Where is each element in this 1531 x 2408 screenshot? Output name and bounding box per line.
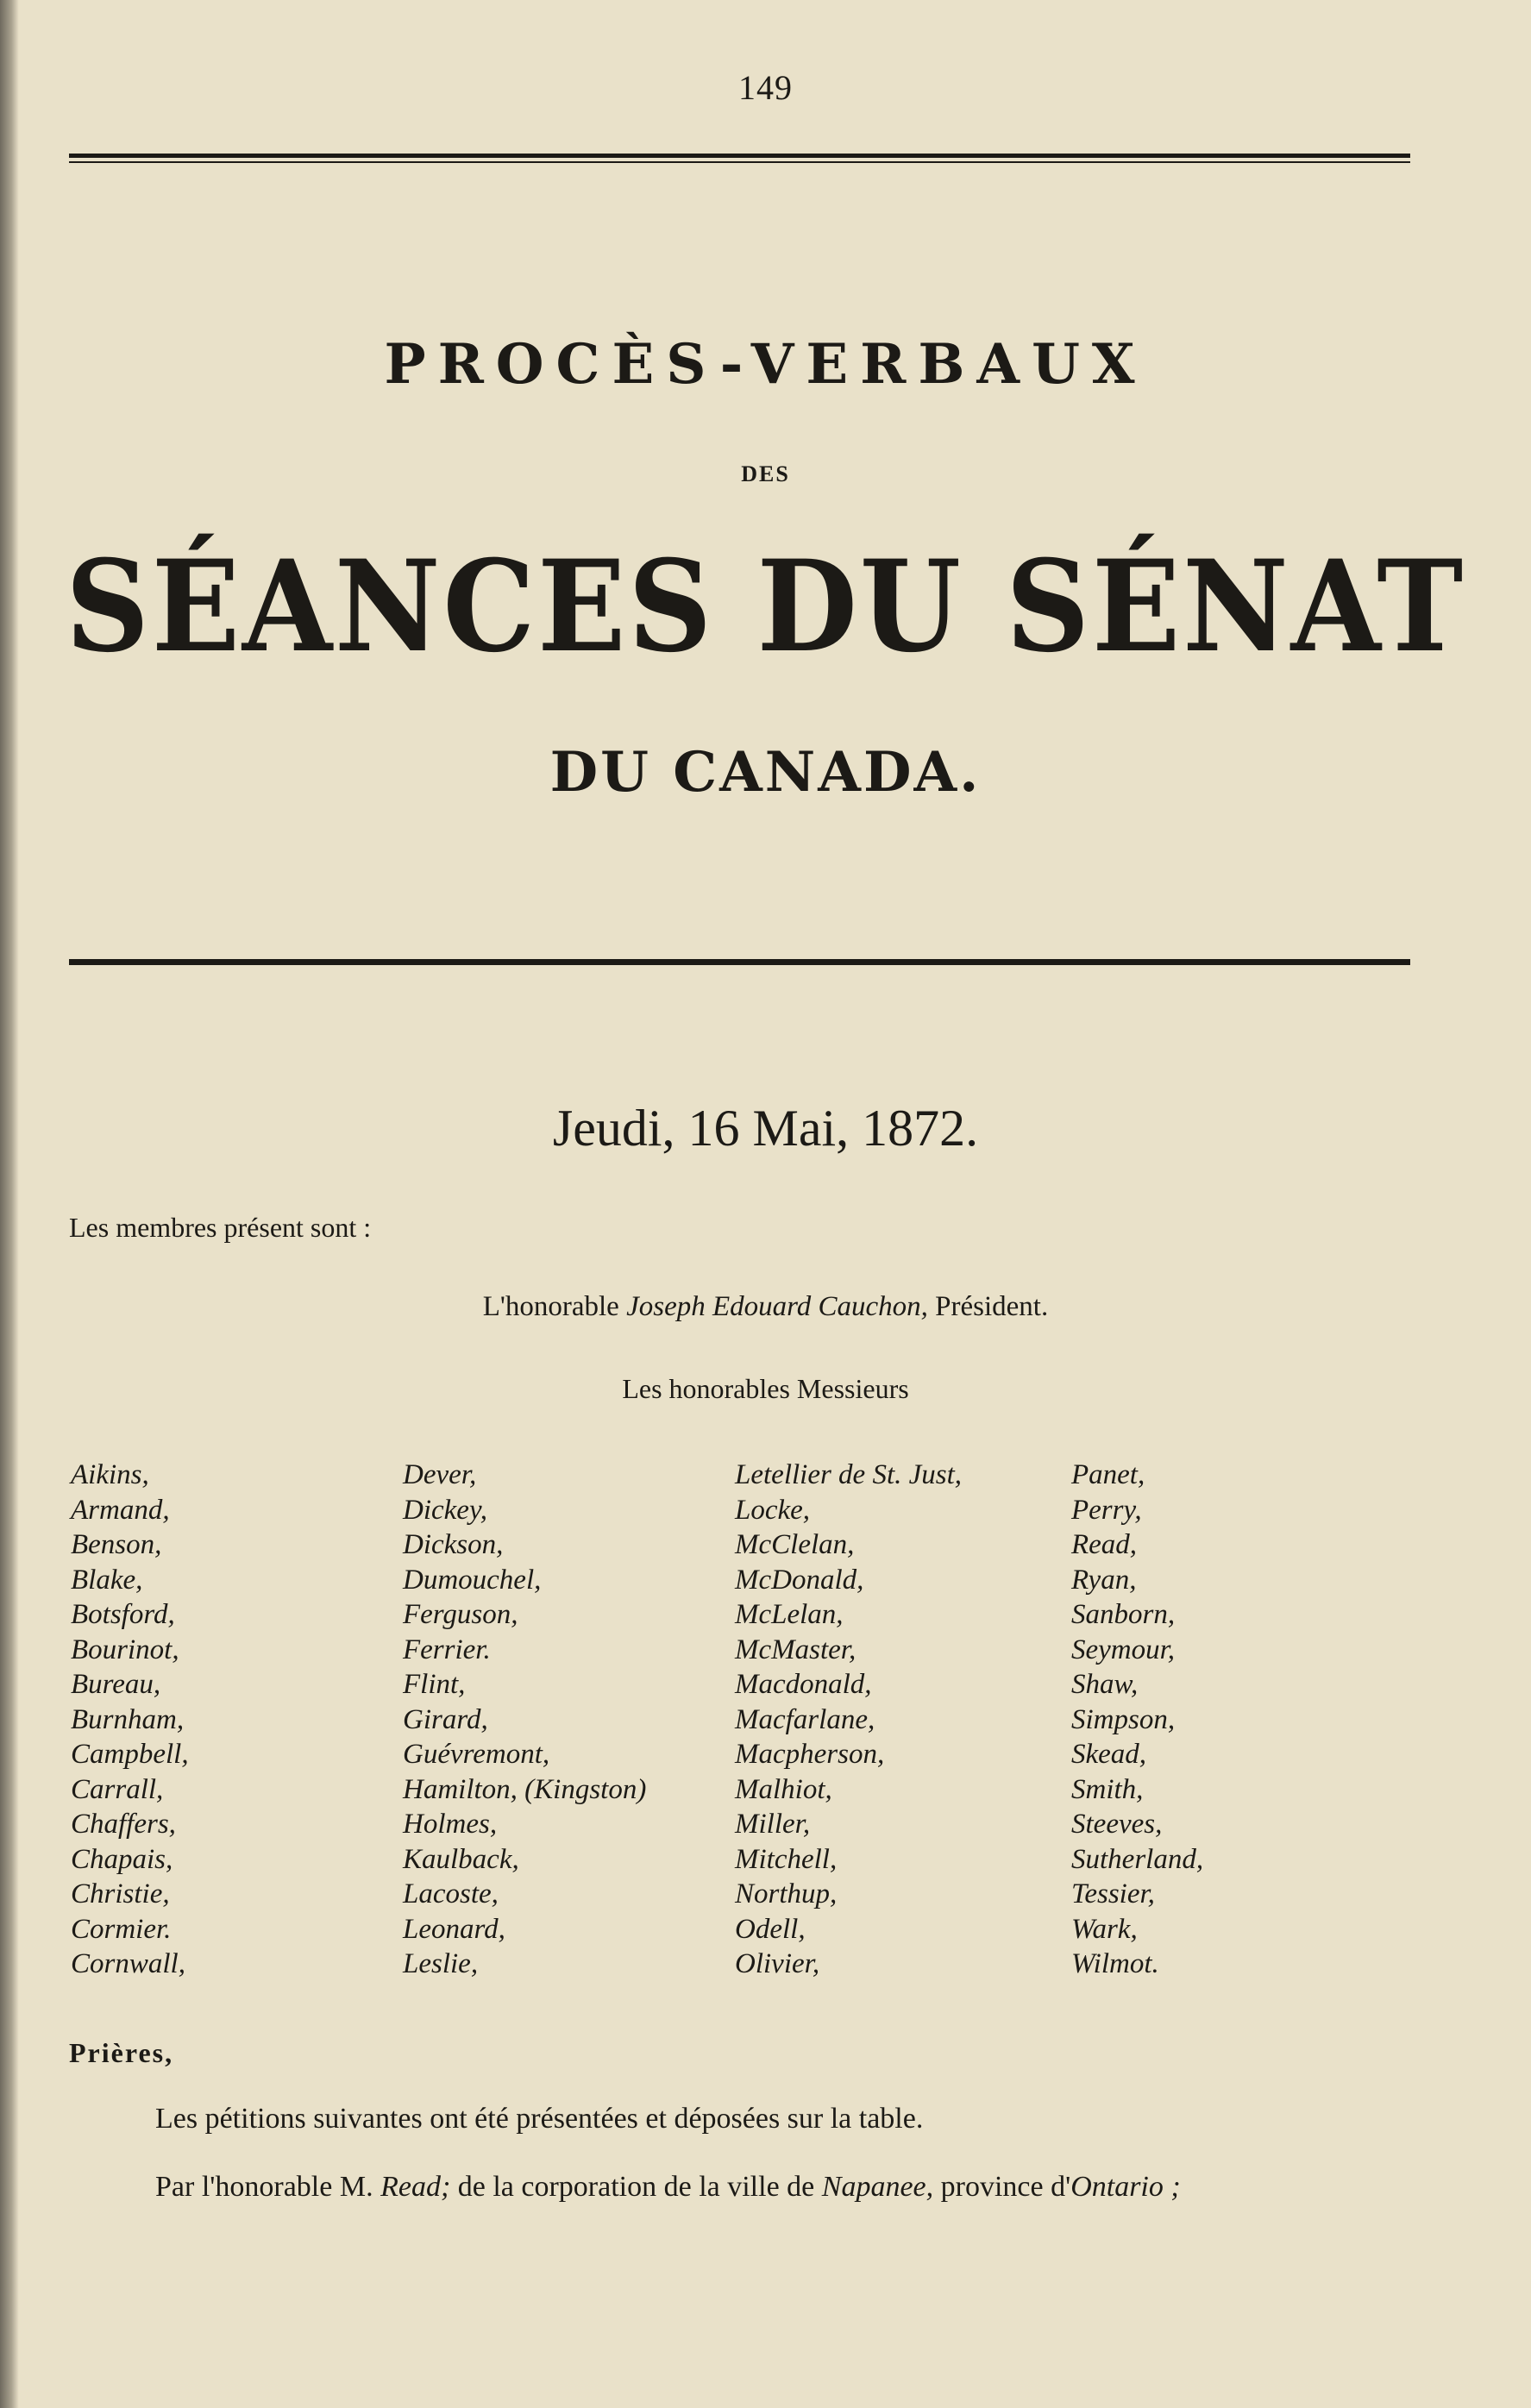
member-name: Smith, — [1071, 1773, 1144, 1805]
petition-province-prefix: province d' — [940, 2171, 1071, 2203]
member-name: Campbell, — [71, 1739, 189, 1770]
petition-middle: de la corporation de la ville de — [457, 2171, 815, 2203]
member-name: Olivier, — [735, 1948, 820, 1979]
member-name: Ryan, — [1071, 1564, 1137, 1596]
member-name: Dickey, — [403, 1494, 488, 1526]
president-line — [0, 1291, 1531, 1323]
member-name: Simpson, — [1071, 1703, 1176, 1735]
president-title: Président. — [935, 1291, 1049, 1322]
member-name: Bourinot, — [71, 1634, 179, 1665]
member-name: Holmes, — [403, 1809, 498, 1840]
member-name: Bureau, — [71, 1669, 161, 1700]
member-name: Chaffers, — [71, 1809, 176, 1840]
member-name: Dumouchel, — [403, 1564, 542, 1596]
heading-proces-verbaux: PROCÈS-VERBAUX — [384, 332, 1147, 397]
member-name: Macpherson, — [735, 1739, 885, 1770]
member-name: Mitchell, — [735, 1843, 838, 1875]
petition-line — [155, 2171, 1181, 2204]
member-name: Sutherland, — [1071, 1843, 1204, 1875]
members-list — [71, 1458, 1235, 1982]
member-name: Ferguson, — [403, 1599, 518, 1630]
member-name: Odell, — [735, 1913, 806, 1945]
session-date: Jeudi, 16 Mai, 1872. — [552, 1100, 979, 1157]
page-number: 149 — [738, 68, 793, 107]
member-name: Locke, — [735, 1494, 811, 1526]
petition-prefix: Par l'honorable M. — [155, 2171, 373, 2203]
member-name: McLelan, — [735, 1599, 844, 1630]
middle-double-rule — [69, 956, 1410, 965]
member-name: McDonald, — [735, 1564, 864, 1596]
member-name: Wark, — [1071, 1913, 1138, 1945]
member-name: Guévremont, — [403, 1739, 550, 1770]
member-name: Aikins, — [71, 1459, 149, 1490]
president-name: Joseph Edouard Cauchon, — [626, 1291, 928, 1322]
member-name: Tessier, — [1071, 1878, 1155, 1909]
member-name: Macdonald, — [735, 1669, 872, 1700]
member-name: Malhiot, — [735, 1773, 832, 1805]
member-name: Dever, — [403, 1459, 477, 1490]
petition-province: Ontario ; — [1070, 2171, 1181, 2203]
members-column-2 — [403, 1458, 735, 1982]
member-name: Wilmot. — [1071, 1948, 1159, 1979]
member-name: Christie, — [71, 1878, 170, 1909]
member-name: Cornwall, — [71, 1948, 185, 1979]
member-name: Flint, — [403, 1669, 466, 1700]
member-name: Kaulback, — [403, 1843, 519, 1875]
member-name: Northup, — [735, 1878, 838, 1909]
member-name: Leslie, — [403, 1948, 479, 1979]
member-name: Ferrier. — [403, 1634, 491, 1665]
member-name: Leonard, — [403, 1913, 505, 1945]
petitions-intro: Les pétitions suivantes ont été présentées et déposées sur la table. — [155, 2103, 924, 2135]
member-name: Dickson, — [403, 1529, 504, 1560]
member-name: Panet, — [1071, 1459, 1145, 1490]
member-name: Benson, — [71, 1529, 162, 1560]
heading-du-canada: DU CANADA. — [549, 740, 982, 805]
member-name: Macfarlane, — [735, 1703, 875, 1735]
member-name: Cormier. — [71, 1913, 172, 1945]
member-name: Sanborn, — [1071, 1599, 1176, 1630]
honorables-heading: Les honorables Messieurs — [622, 1373, 909, 1404]
petition-member-name: Read; — [380, 2171, 451, 2203]
member-name: Shaw, — [1071, 1669, 1139, 1700]
member-name: Botsford, — [71, 1599, 175, 1630]
member-name: Burnham, — [71, 1703, 185, 1735]
top-double-rule — [69, 154, 1410, 163]
president-prefix: L'honorable — [482, 1291, 619, 1322]
heading-des: DES — [741, 461, 790, 486]
member-name: Girard, — [403, 1703, 488, 1735]
members-column-4 — [1071, 1458, 1235, 1982]
member-name: Hamilton, (Kingston) — [403, 1773, 647, 1805]
petition-town: Napanee, — [821, 2171, 934, 2203]
member-name: Seymour, — [1071, 1634, 1176, 1665]
members-column-3 — [735, 1458, 1071, 1982]
members-column-1 — [71, 1458, 403, 1982]
member-name: Steeves, — [1071, 1809, 1163, 1840]
member-name: Perry, — [1071, 1494, 1142, 1526]
member-name: Lacoste, — [403, 1878, 499, 1909]
heading-seances-du-senat: SÉANCES DU SÉNAT — [66, 533, 1465, 680]
member-name: Miller, — [735, 1809, 811, 1840]
member-name: Chapais, — [71, 1843, 173, 1875]
member-name: Skead, — [1071, 1739, 1147, 1770]
member-name: Blake, — [71, 1564, 143, 1596]
member-name: Carrall, — [71, 1773, 164, 1805]
member-name: McClelan, — [735, 1529, 855, 1560]
member-name: McMaster, — [735, 1634, 856, 1665]
member-name: Armand, — [71, 1494, 170, 1526]
members-intro: Les membres présent sont : — [69, 1212, 372, 1243]
member-name: Letellier de St. Just, — [735, 1459, 963, 1490]
prieres-heading: Prières, — [69, 2037, 174, 2068]
member-name: Read, — [1071, 1529, 1138, 1560]
